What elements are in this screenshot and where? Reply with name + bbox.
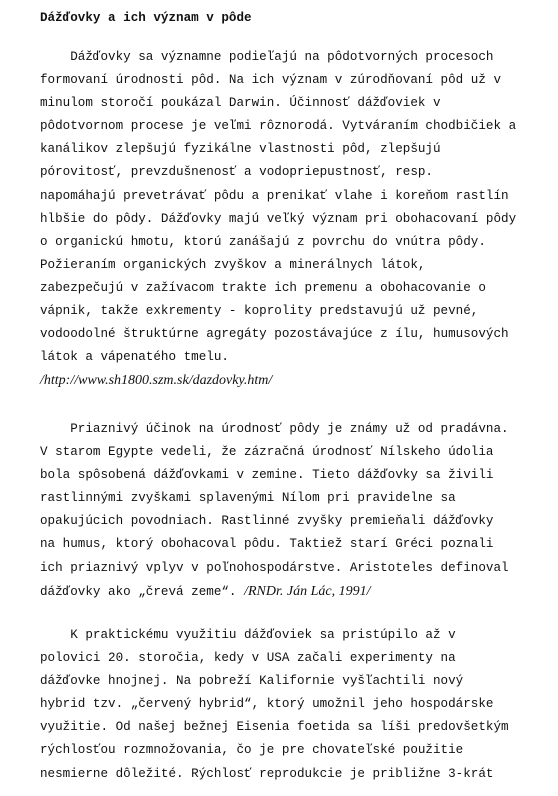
text-line: formovaní úrodnosti pôd. Na ich význam v zúrodňovaní pôd už v — [40, 73, 502, 88]
text-line: K praktickému využitiu dážďoviek sa pristúpilo až v — [40, 628, 456, 642]
source-citation-author: /RNDr. Ján Lác, 1991/ — [244, 583, 371, 599]
text-line: kanálikov zlepšujú fyzikálne vlastnosti pôd, zlepšujú — [40, 142, 441, 157]
text-line: nesmierne dôležité. Rýchlosť reprodukcie je približne 3-krát — [40, 766, 494, 781]
paragraph-usa-hybrid — [40, 624, 558, 786]
text-line: dážďovke hnojnej. Na pobreží Kalifornie vyšľachtili nový — [40, 674, 464, 689]
text-line: rýchlosťou rozmnožovania, čo je pre chovateľské použitie — [40, 743, 464, 758]
text-line: o organickú hmotu, ktorú zanášajú z povrchu do vnútra pôdy. — [40, 234, 486, 249]
text-fragment: dážďovky ako „črevá zeme“. — [40, 584, 245, 599]
source-citation-url: /http://www.sh1800.szm.sk/dazdovky.htm/ — [40, 373, 273, 389]
text-line: látok a vápenatého tmelu. — [40, 350, 229, 365]
text-line: hlbšie do pôdy. Dážďovky majú veľký význam pri obohacovaní pôdy — [40, 211, 517, 226]
paragraph-egypt — [40, 418, 558, 603]
text-line: vápnik, takže exkrementy - koprolity predstavujú už pevné, — [40, 304, 479, 319]
text-line: opakujúcich povodniach. Rastlinné zvyšky premieňali dážďovky — [40, 514, 494, 529]
text-line: na humus, ktorý obohacoval pôdu. Taktiež starí Gréci poznali — [40, 537, 494, 552]
text-line: ich priaznivý vplyv v poľnohospodárstve. Aristoteles definoval — [40, 560, 509, 575]
text-line: využitie. Od našej bežnej Eisenia foetida sa líši predovšetkým — [40, 720, 509, 735]
text-line: polovici 20. storočia, kedy v USA začali experimenty na — [40, 651, 456, 666]
text-line: V starom Egypte vedeli, že zázračná úrodnosť Nílskeho údolia — [40, 445, 494, 460]
text-line: hybrid tzv. „červený hybrid“, ktorý umožnil jeho hospodárske — [40, 697, 494, 712]
text-line: Požieraním organických zvyškov a minerálnych látok, — [40, 257, 426, 272]
text-line-with-citation — [40, 580, 558, 603]
text-line: pôdotvornom procese je veľmi rôznorodá. Vytváraním chodbičiek a — [40, 119, 517, 134]
paragraph-darwin — [40, 46, 558, 392]
text-line: Priaznivý účinok na úrodnosť pôdy je známy už od pradávna. — [40, 422, 509, 436]
text-line: Dážďovky sa významne podieľajú na pôdotvorných procesoch — [40, 50, 494, 64]
text-line: pórovitosť, prevzdušnenosť a vodopriepustnosť, resp. — [40, 165, 433, 180]
text-line: napomáhajú prevetrávať pôdu a prenikať vlahe i koreňom rastlín — [40, 188, 509, 203]
text-line: rastlinnými zvyškami splavenými Nílom pri pravidelne sa — [40, 491, 456, 506]
document-title: Dážďovky a ich význam v pôde — [40, 11, 252, 25]
text-line: minulom storočí poukázal Darwin. Účinnosť dážďoviek v — [40, 96, 441, 111]
text-line: zabezpečujú v zažívacom trakte ich premenu a obohacovanie o — [40, 280, 486, 295]
text-line: bola spôsobená dážďovkami v zemine. Tieto dážďovky sa živili — [40, 468, 494, 483]
text-line: vodoodolné štruktúrne agregáty pozostávajúce z ílu, humusových — [40, 327, 509, 342]
